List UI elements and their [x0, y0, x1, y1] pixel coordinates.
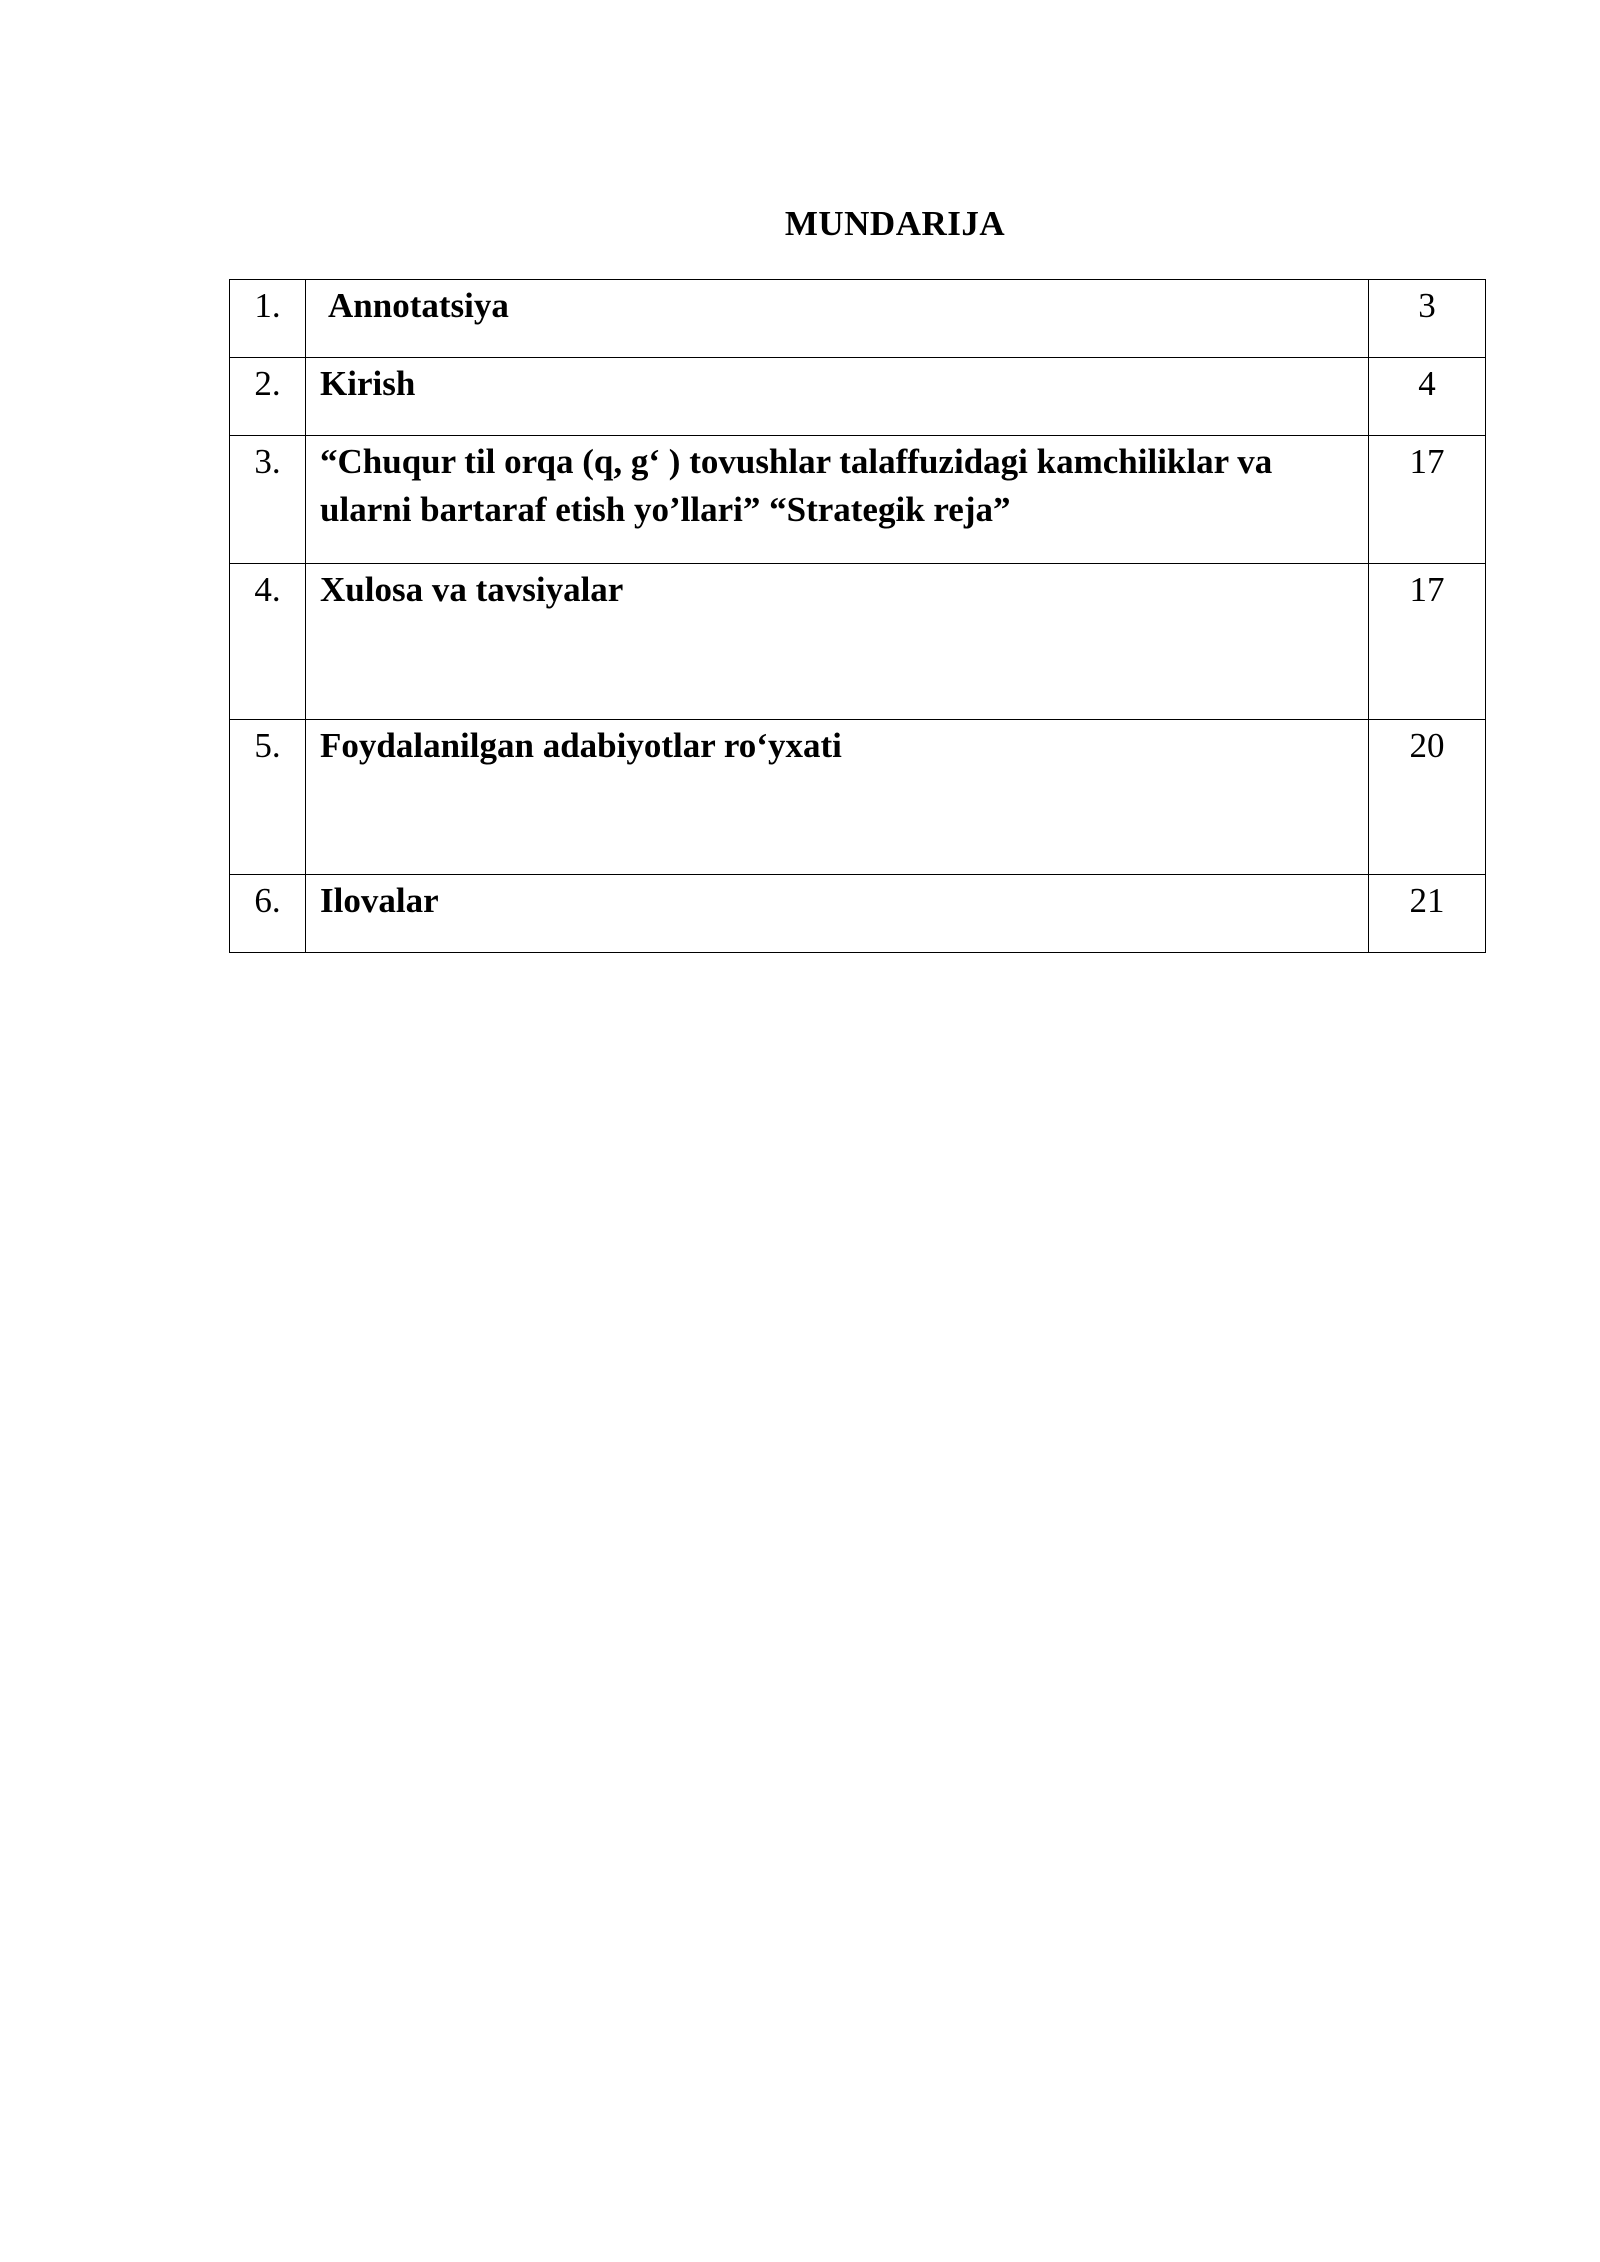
row-page-number: 4: [1369, 358, 1486, 436]
row-number: 1.: [230, 280, 306, 358]
row-number: 2.: [230, 358, 306, 436]
row-page-number: 3: [1369, 280, 1486, 358]
row-number: 6.: [230, 875, 306, 953]
row-number: 4.: [230, 564, 306, 720]
table-row: [230, 564, 1486, 720]
row-title: Foydalanilgan adabiyotlar ro‘yxati: [306, 720, 1369, 875]
row-page-number: 21: [1369, 875, 1486, 953]
table-row: [230, 436, 1486, 564]
row-page-number: 17: [1369, 564, 1486, 720]
table-of-contents: [229, 279, 1486, 953]
row-title: Kirish: [306, 358, 1369, 436]
table-row: [230, 280, 1486, 358]
table-row: [230, 875, 1486, 953]
row-title: Ilovalar: [306, 875, 1369, 953]
row-page-number: 17: [1369, 436, 1486, 564]
row-title-text: Annotatsiya: [328, 286, 509, 325]
row-title: “Chuqur til orqa (q, g‘ ) tovushlar talaffuzidagi kamchiliklar va ularni bartaraf etish yo’llari” “Strategik reja”: [306, 436, 1369, 564]
row-number: 3.: [230, 436, 306, 564]
row-number: 5.: [230, 720, 306, 875]
row-title: [306, 280, 1369, 358]
row-title: Xulosa va tavsiyalar: [306, 564, 1369, 720]
table-row: [230, 358, 1486, 436]
table-row: [230, 720, 1486, 875]
page-title: MUNDARIJA: [784, 204, 1006, 243]
row-page-number: 20: [1369, 720, 1486, 875]
